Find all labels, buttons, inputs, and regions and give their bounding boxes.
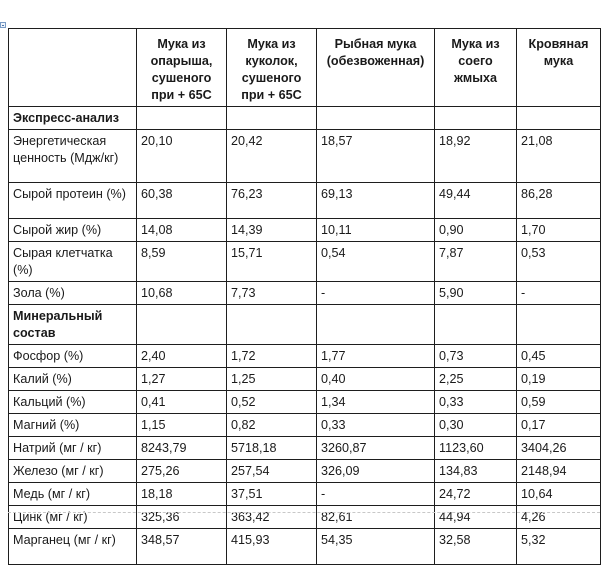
value-cell: 8243,79 [137,437,227,460]
table-row [9,130,601,183]
value-cell: 1,27 [137,368,227,391]
value-cell: 1,25 [227,368,317,391]
value-cell: 5,90 [435,282,517,305]
value-cell: - [517,282,601,305]
table-handle-icon[interactable] [0,22,6,28]
row-label: Кальций (%) [9,391,137,414]
section-row [9,305,601,345]
value-cell: 69,13 [317,183,435,219]
value-cell: 0,59 [517,391,601,414]
value-cell: 8,59 [137,242,227,282]
row-label: Медь (мг / кг) [9,483,137,506]
value-cell: 18,57 [317,130,435,183]
header-cell: Мука из опарыша, сушеного при + 65С [137,29,227,107]
value-cell: 54,35 [317,529,435,565]
value-cell: 348,57 [137,529,227,565]
table-row [9,414,601,437]
empty-cell [137,305,227,345]
value-cell: 7,87 [435,242,517,282]
row-label: Сырая клетчатка (%) [9,242,137,282]
table-row [9,242,601,282]
header-cell: Мука из куколок, сушеного при + 65С [227,29,317,107]
value-cell: 0,17 [517,414,601,437]
table-row [9,345,601,368]
row-label: Калий (%) [9,368,137,391]
header-cell: Мука из соего жмыха [435,29,517,107]
value-cell: - [317,483,435,506]
row-label: Энергетическая ценность (Мдж/кг) [9,130,137,183]
value-cell: 1123,60 [435,437,517,460]
value-cell: 1,15 [137,414,227,437]
value-cell: 32,58 [435,529,517,565]
value-cell: 10,64 [517,483,601,506]
value-cell: 14,39 [227,219,317,242]
value-cell: 1,34 [317,391,435,414]
header-cell: Кровяная мука [517,29,601,107]
value-cell: 415,93 [227,529,317,565]
value-cell: 24,72 [435,483,517,506]
value-cell: 1,77 [317,345,435,368]
empty-cell [227,305,317,345]
section-title: Минеральный состав [9,305,137,345]
value-cell: 257,54 [227,460,317,483]
empty-cell [517,107,601,130]
empty-cell [435,305,517,345]
row-label: Цинк (мг / кг) [9,506,137,529]
value-cell: 18,92 [435,130,517,183]
row-label: Марганец (мг / кг) [9,529,137,565]
value-cell: 0,53 [517,242,601,282]
empty-cell [517,305,601,345]
value-cell: 20,42 [227,130,317,183]
header-cell: Рыбная мука (обезвоженная) [317,29,435,107]
value-cell: 134,83 [435,460,517,483]
value-cell: 0,54 [317,242,435,282]
empty-cell [227,107,317,130]
table-row [9,282,601,305]
empty-cell [317,107,435,130]
row-label: Железо (мг / кг) [9,460,137,483]
value-cell: 0,19 [517,368,601,391]
nutrition-comparison-table [8,28,601,565]
value-cell: 20,10 [137,130,227,183]
table-row [9,460,601,483]
value-cell: 5,32 [517,529,601,565]
row-label: Сырой жир (%) [9,219,137,242]
value-cell: 1,70 [517,219,601,242]
value-cell: 2148,94 [517,460,601,483]
value-cell: 37,51 [227,483,317,506]
section-row [9,107,601,130]
value-cell: 0,73 [435,345,517,368]
value-cell: 76,23 [227,183,317,219]
value-cell: 326,09 [317,460,435,483]
value-cell: 44,94 [435,506,517,529]
value-cell: 10,11 [317,219,435,242]
value-cell: 7,73 [227,282,317,305]
value-cell: 5718,18 [227,437,317,460]
table-row [9,483,601,506]
value-cell: 4,26 [517,506,601,529]
value-cell: 49,44 [435,183,517,219]
value-cell: 82,61 [317,506,435,529]
table-row [9,529,601,565]
value-cell: 0,30 [435,414,517,437]
table-row [9,183,601,219]
section-title: Экспресс-анализ [9,107,137,130]
value-cell: 0,33 [317,414,435,437]
value-cell: 15,71 [227,242,317,282]
value-cell: 0,33 [435,391,517,414]
header-row [9,29,601,107]
empty-cell [317,305,435,345]
row-label: Магний (%) [9,414,137,437]
value-cell: 18,18 [137,483,227,506]
value-cell: 86,28 [517,183,601,219]
value-cell: 2,40 [137,345,227,368]
empty-cell [137,107,227,130]
page-edge-divider [8,512,600,519]
value-cell: 3404,26 [517,437,601,460]
row-label: Зола (%) [9,282,137,305]
value-cell: 60,38 [137,183,227,219]
value-cell: - [317,282,435,305]
value-cell: 275,26 [137,460,227,483]
value-cell: 2,25 [435,368,517,391]
value-cell: 0,41 [137,391,227,414]
row-label: Фосфор (%) [9,345,137,368]
table-row [9,219,601,242]
value-cell: 325,36 [137,506,227,529]
table-row [9,368,601,391]
value-cell: 0,82 [227,414,317,437]
value-cell: 0,45 [517,345,601,368]
table-row [9,437,601,460]
value-cell: 0,90 [435,219,517,242]
value-cell: 0,40 [317,368,435,391]
header-empty-cell [9,29,137,107]
value-cell: 0,52 [227,391,317,414]
value-cell: 3260,87 [317,437,435,460]
value-cell: 1,72 [227,345,317,368]
value-cell: 21,08 [517,130,601,183]
value-cell: 10,68 [137,282,227,305]
empty-cell [435,107,517,130]
row-label: Натрий (мг / кг) [9,437,137,460]
table-row [9,391,601,414]
value-cell: 14,08 [137,219,227,242]
value-cell: 363,42 [227,506,317,529]
row-label: Сырой протеин (%) [9,183,137,219]
